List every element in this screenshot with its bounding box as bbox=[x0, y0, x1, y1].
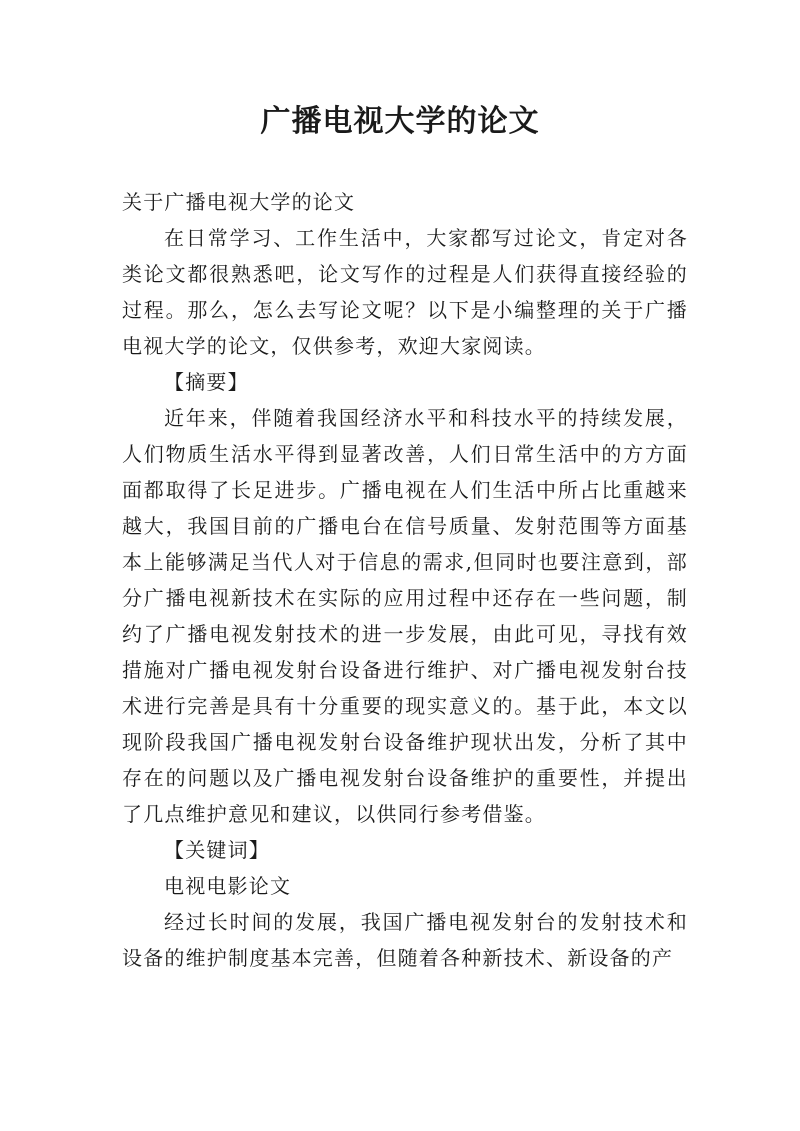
keywords-heading: 【关键词】 bbox=[164, 838, 270, 862]
document-body bbox=[122, 184, 688, 976]
abstract-paragraph: 近年来，伴随着我国经济水平和科技水平的持续发展，人们物质生活水平得到显著改善，人们日常生活中的方方面面都取得了长足进步。广播电视在人们生活中所占比重越来越大，我国目前的广播电台在信号质量、发射范围等方面基本上能够满足当代人对于信息的需求,但同时也要注意到，部分广播电视新技术在实际的应用过程中还存在一些问题，制约了广播电视发射技术的进一步发展，由此可见，寻找有效措施对广播电视发射台设备进行维护、对广播电视发射台技术进行完善是具有十分重要的现实意义的。基于此，本文以现阶段我国广播电视发射台设备维护现状出发，分析了其中存在的问题以及广播电视发射台设备维护的重要性，并提出了几点维护意见和建议，以供同行参考借鉴。 bbox=[122, 406, 688, 826]
keywords-text: 电视电影论文 bbox=[164, 874, 292, 898]
body-paragraph: 经过长时间的发展，我国广播电视发射台的发射技术和设备的维护制度基本完善，但随着各种新技术、新设备的产 bbox=[122, 910, 688, 970]
abstract-heading: 【摘要】 bbox=[164, 370, 249, 394]
document-title: 广播电视大学的论文 bbox=[260, 104, 540, 139]
intro-paragraph: 在日常学习、工作生活中，大家都写过论文，肯定对各类论文都很熟悉吧，论文写作的过程是人们获得直接经验的过程。那么，怎么去写论文呢？以下是小编整理的关于广播电视大学的论文，仅供参考，欢迎大家阅读。 bbox=[122, 226, 688, 358]
subtitle-line: 关于广播电视大学的论文 bbox=[122, 190, 356, 214]
